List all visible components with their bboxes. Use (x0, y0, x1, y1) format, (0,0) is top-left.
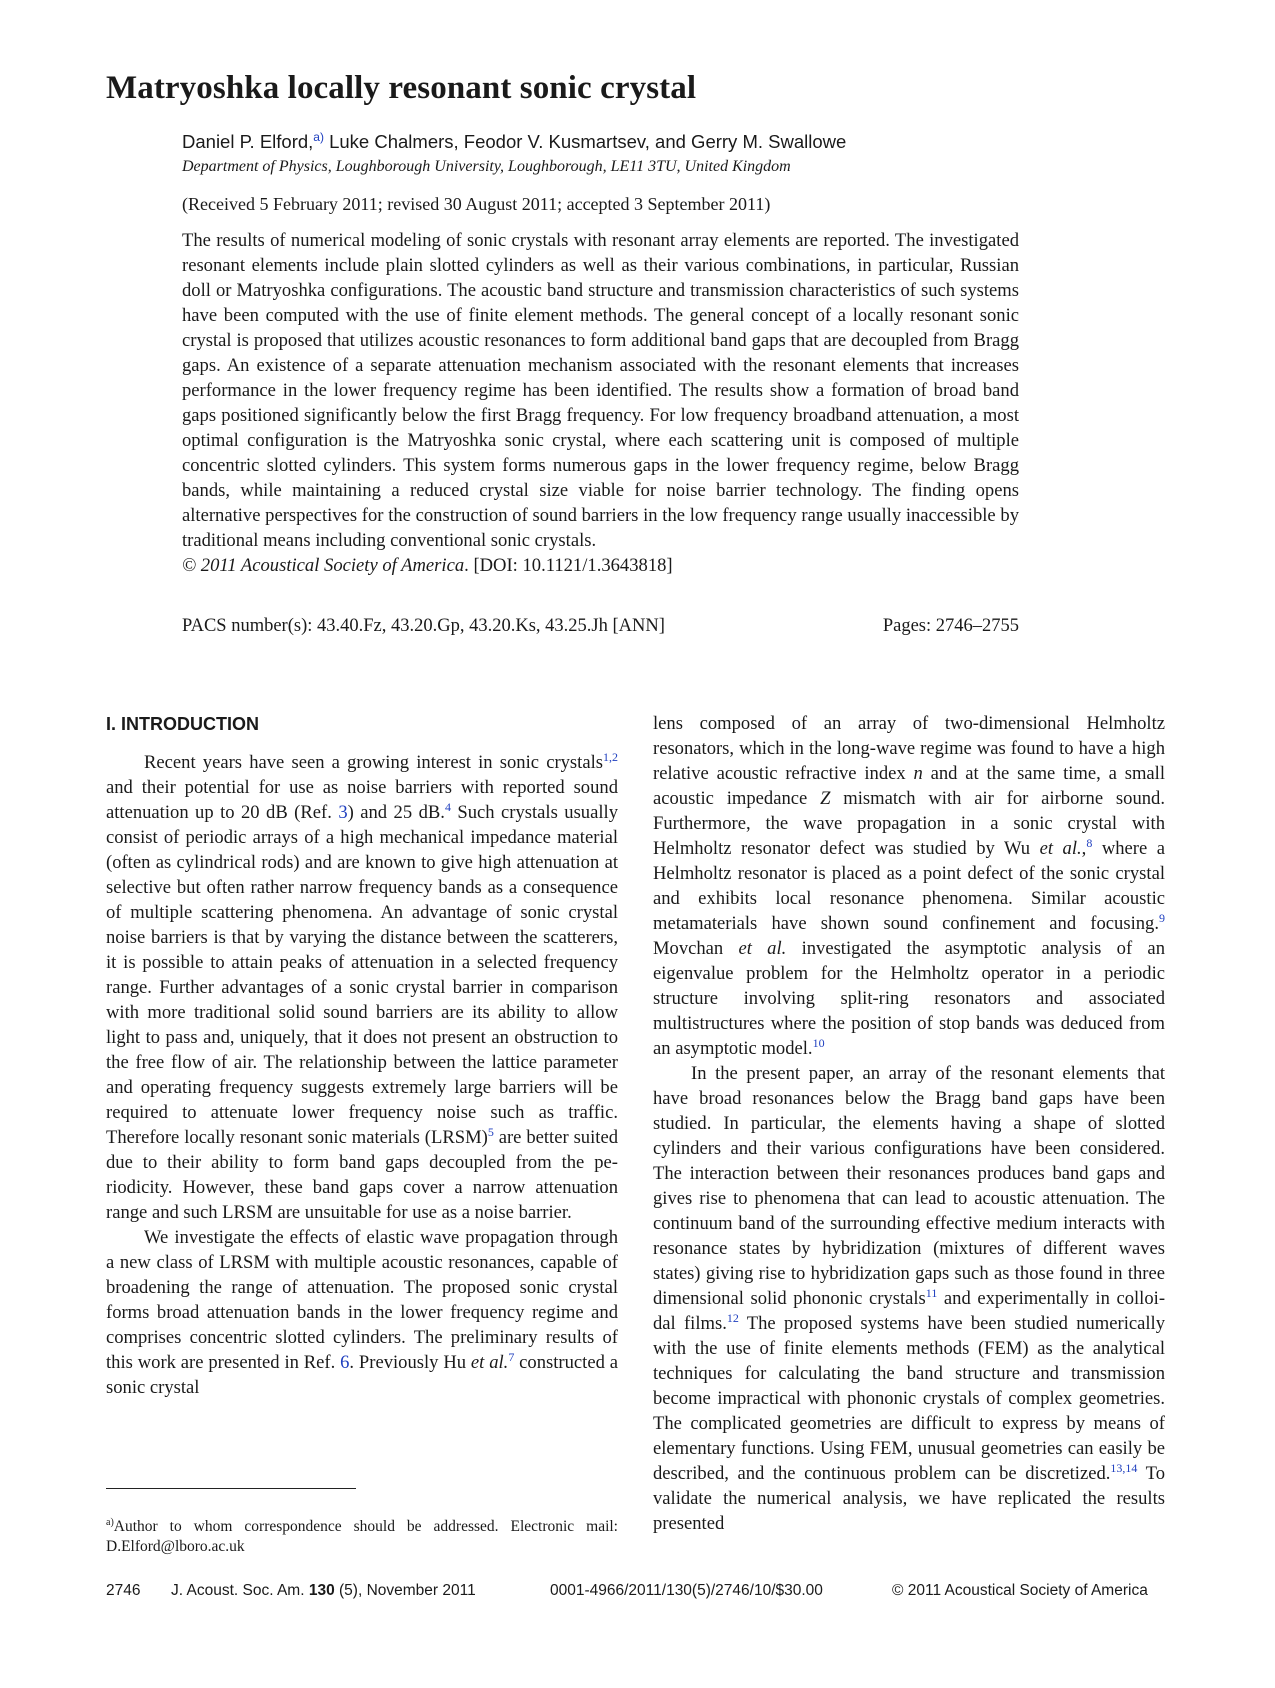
footer-copyright: © 2011 Acoustical Society of America (892, 1582, 1148, 1599)
citation-link[interactable]: 7 (508, 1349, 515, 1364)
footer-page-number: 2746 (106, 1582, 141, 1599)
citation-link[interactable]: 6 (340, 1352, 350, 1373)
citation-link[interactable]: 5 (487, 1124, 494, 1139)
abstract-copyright: © 2011 Acoustical Society of America. [DOI: 10.1121/1.3643818] (182, 555, 673, 576)
right-column (653, 711, 1165, 1536)
abstract (182, 228, 1019, 578)
citation-link[interactable]: 3 (338, 802, 348, 823)
citation-link[interactable]: 8 (1086, 835, 1093, 850)
intro-paragraph-2: We investigate the effects of elastic wave propagation through a new class of LRSM with multiple acoustic resonances, capable of broadening the range of attenuation. The proposed sonic crystal forms broad attenuation bands in the lower frequency regime and comprises concentric slotted cylinders. The preliminary results of this work are presented in Ref. 6. Previously Hu et al.$^7$ constructed a sonic crystal (106, 1227, 618, 1398)
page-range: Pages: 2746–2755 (882, 616, 1019, 636)
left-column (106, 712, 618, 1400)
footnote-rule (106, 1488, 356, 1489)
author-footnote-marker[interactable]: a) (313, 130, 324, 144)
footer-journal: J. Acoust. Soc. Am. 130 (5), November 2011 (171, 1582, 476, 1599)
citation-link[interactable]: 4 (444, 799, 451, 814)
footnote (106, 1513, 618, 1557)
intro-paragraph-4: In the present paper, an array of the resonant elements that have broad resonances below the Bragg band gaps have been studied. In particular, the elements having a shape of slotted cylinders and their various configurations have been considered. The interaction between their resonances produces band gaps and gives rise to phenomena that can lead to acoustic attenuation. The continuum band of the surrounding effective medium interacts with resonance states by hybridization (mixtures of different waves states) giving rise to hybridization gaps such as those found in three dimensional solid phononic crystals$^{11}$ and experimentally in colloidal films.$^{12}$ The proposed systems have been studied numerically with the use of finite elements methods (FEM) as the analytical techniques for calculating the band structure and transmission become impractical with phononic crystals of complex geometries. The complicated geometries are difficult to express by means of elementary functions. Using FEM, unusual geometries can easily be described, and the continuous problem can be discretized.$^{13,14}$ To validate the numerical analysis, we have replicated the results presented (653, 1063, 1166, 1534)
footer-issn: 0001-4966/2011/130(5)/2746/10/$30.00 (550, 1582, 823, 1599)
citation-link[interactable]: 13,14 (1110, 1460, 1138, 1475)
author-first: Daniel P. Elford, (182, 131, 314, 153)
footnote-marker: a) (106, 1517, 114, 1528)
affiliation: Department of Physics, Loughborough University, Loughborough, LE11 3TU, United Kingdom (182, 158, 791, 175)
author-list (182, 130, 1082, 153)
paper-title: Matryoshka locally resonant sonic crystal (106, 70, 697, 106)
footnote-text: Author to whom correspondence should be addressed. Electronic mail: D.Elford@lboro.ac.uk (106, 1518, 618, 1556)
citation-link[interactable]: 11 (925, 1285, 938, 1300)
section-heading-introduction: I. INTRODUCTION (106, 714, 259, 734)
intro-paragraph-3: lens composed of an array of two-dimensional Helmholtz resonators, which in the long-wave regime was found to have a high relative acoustic refractive index n and at the same time, a small acoustic impedance Z mismatch with air for airborne sound. Furthermore, the wave propagation in a sonic crystal with Helmholtz resonator defect was studied by Wu et al.,$^8$ where a Helmholtz resonator is placed as a point defect of the sonic crystal and exhibits local resonance phenomena. Similar acoustic metamaterials have shown sound confinement and focusing.$^9$ Movchan et al. investigated the asymptotic analysis of an eigenvalue problem for the Helmholtz operator in a periodic structure involving split-ring resonators and associated multistructures where the position of stop bands was deduced from an asymptotic model.$^{10}$ (653, 713, 1165, 1059)
abstract-text: The results of numerical modeling of sonic crystals with resonant array elements are reported. The investigated resonant elements include plain slotted cylinders as well as their various combinations, in particular, Russian doll or Matryoshka configurations. The acoustic band structure and transmission characteristics of such systems have been computed with the use of finite element methods. The general concept of a locally resonant sonic crystal is proposed that utilizes acoustic resonances to form additional band gaps that are decoupled from Bragg gaps. An existence of a separate attenuation mechanism associated with the resonant elements that increases performance in the lower frequency regime has been identified. The results show a formation of broad band gaps positioned significantly below the first Bragg frequency. For low frequency broadband attenuation, a most optimal configuration is the Matryoshka sonic crystal, where each scattering unit is composed of multiple concentric slotted cylinders. This system forms numerous gaps in the lower frequency regime, below Bragg bands, while maintaining a reduced crystal size viable for noise barrier technology. The finding opens alternative perspectives for the construction of sound barriers in the low frequency range usually inaccessible by traditional means including conventional sonic crystals. (182, 230, 1019, 551)
received-dates: (Received 5 February 2011; revised 30 August 2011; accepted 3 September 2011) (182, 194, 771, 214)
author-others: Luke Chalmers, Feodor V. Kusmartsev, and Gerry M. Swallowe (323, 131, 847, 153)
pacs-numbers: PACS number(s): 43.40.Fz, 43.20.Gp, 43.20.Ks, 43.25.Jh [ANN] (182, 616, 665, 636)
citation-link[interactable]: 12 (726, 1310, 739, 1325)
citation-link[interactable]: 9 (1159, 910, 1165, 925)
citation-link[interactable]: 10 (812, 1035, 825, 1050)
citation-link[interactable]: 1,2 (603, 749, 618, 764)
intro-paragraph-1: Recent years have seen a growing interest in sonic crystals$^{1,2}$ and their potential for use as noise barriers with reported sound attenuation up to 20 dB (Ref. 3) and 25 dB.$^4$ Such crystals usually consist of periodic arrays of a high mechanical impedance material (often as cylindrical rods) and are known to give high attenuation at selective but often rather narrow frequency bands as a consequence of multiple scattering phenomena. An advantage of sonic crystal noise barriers is that by varying the distance between the scatterers, it is possible to attain peaks of attenuation in a selected frequency range. Further advantages of a sonic crystal barrier in comparison with more traditional solid sound barriers are its ability to allow light to pass and, uniquely, that it does not present an obstruction to the free flow of air. The relationship between the lattice parameter and operating frequency suggests extremely large barriers will be required to attenuate lower frequency noise such as traffic. Therefore locally resonant sonic materials (LRSM)$^5$ are better suited due to their ability to form band gaps decoupled from the periodicity. However, these band gaps cover a narrow attenuation range and such LRSM are unsuitable for use as a noise barrier. (106, 749, 618, 1223)
